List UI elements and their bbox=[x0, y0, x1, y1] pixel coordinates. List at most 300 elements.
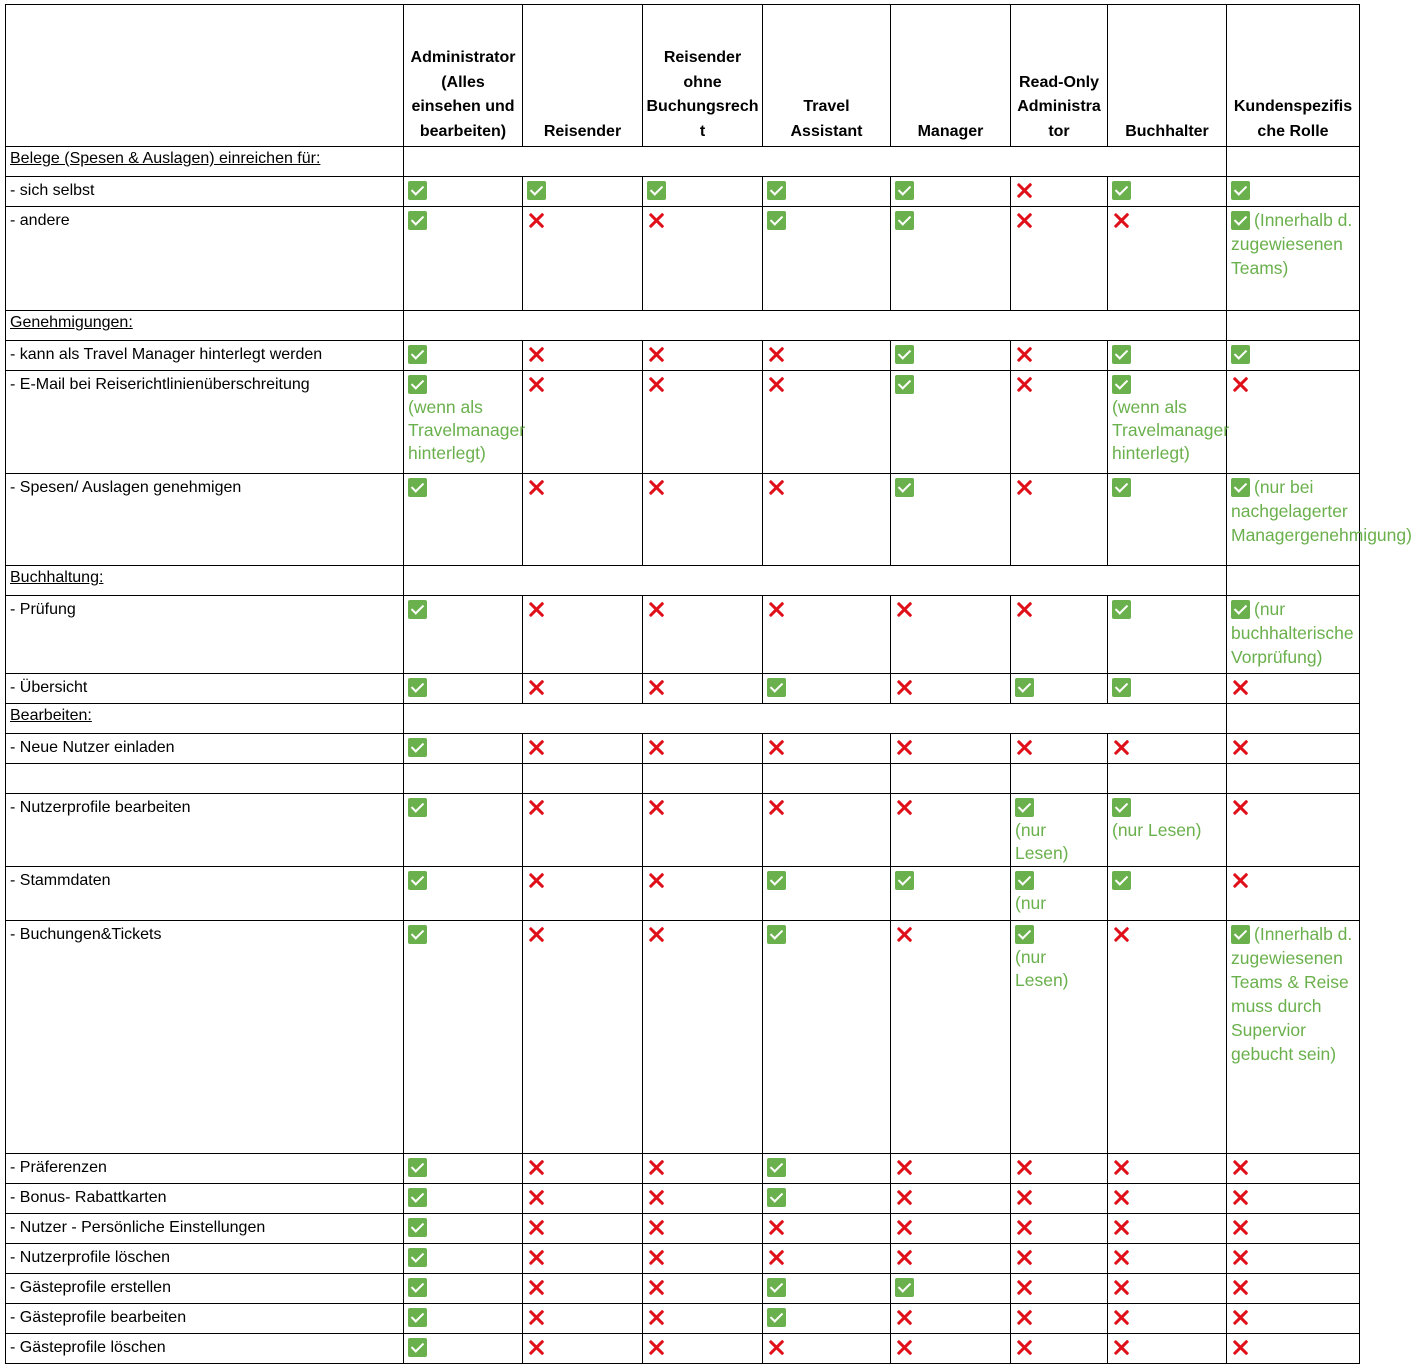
permission-cell bbox=[891, 921, 1011, 1154]
table-row bbox=[6, 794, 1360, 867]
section-spacer bbox=[1227, 704, 1360, 734]
permission-cell bbox=[404, 921, 523, 1154]
cross-icon bbox=[527, 211, 546, 230]
permission-cell bbox=[763, 371, 891, 474]
check-icon bbox=[408, 375, 427, 394]
cross-icon bbox=[1015, 1308, 1034, 1327]
cross-icon bbox=[647, 738, 666, 757]
permission-cell bbox=[891, 794, 1011, 867]
permission-note: (wenn als Travelmanager hinterlegt) bbox=[408, 397, 526, 463]
permission-cell bbox=[1227, 794, 1360, 867]
cross-icon bbox=[527, 738, 546, 757]
table-row bbox=[6, 867, 1360, 921]
cross-icon bbox=[895, 1188, 914, 1207]
permission-cell bbox=[763, 921, 891, 1154]
permission-cell bbox=[523, 921, 643, 1154]
cross-icon bbox=[1015, 600, 1034, 619]
cross-icon bbox=[1112, 1338, 1131, 1357]
permission-cell bbox=[404, 1304, 523, 1334]
check-icon bbox=[895, 871, 914, 890]
permission-cell bbox=[1011, 474, 1108, 566]
permission-cell bbox=[1108, 474, 1227, 566]
cross-icon bbox=[647, 1308, 666, 1327]
cross-icon bbox=[895, 1218, 914, 1237]
check-icon bbox=[895, 1278, 914, 1297]
check-icon bbox=[767, 678, 786, 697]
permission-cell bbox=[404, 371, 526, 474]
empty-cell bbox=[643, 764, 763, 794]
cross-icon bbox=[1015, 345, 1034, 364]
permission-cell bbox=[1011, 1304, 1108, 1334]
cross-icon bbox=[527, 375, 546, 394]
permission-cell bbox=[1108, 734, 1227, 764]
check-icon bbox=[895, 345, 914, 364]
cross-icon bbox=[647, 1338, 666, 1357]
cross-icon bbox=[1015, 738, 1034, 757]
permission-cell bbox=[523, 1334, 643, 1364]
empty-cell bbox=[1108, 764, 1227, 794]
row-label: - Gästeprofile bearbeiten bbox=[6, 1304, 404, 1334]
permission-cell bbox=[1227, 1244, 1360, 1274]
permission-cell bbox=[523, 1244, 643, 1274]
cross-icon bbox=[767, 1218, 786, 1237]
check-icon bbox=[408, 871, 427, 890]
permission-cell bbox=[404, 734, 523, 764]
cross-icon bbox=[895, 1308, 914, 1327]
permission-cell bbox=[1011, 1154, 1108, 1184]
column-header: Reisender bbox=[523, 5, 643, 147]
permission-cell bbox=[1227, 341, 1360, 371]
cross-icon bbox=[895, 925, 914, 944]
permission-cell bbox=[523, 674, 643, 704]
cross-icon bbox=[1112, 738, 1131, 757]
permission-note: (nur bei nachgelagerter Managergenehmigung) bbox=[1231, 477, 1412, 545]
permission-cell bbox=[1108, 1304, 1227, 1334]
check-icon bbox=[408, 1158, 427, 1177]
permission-cell bbox=[763, 177, 891, 207]
cross-icon bbox=[1231, 1308, 1250, 1327]
header-row bbox=[6, 5, 1360, 147]
cross-icon bbox=[1231, 1158, 1250, 1177]
cross-icon bbox=[1015, 1158, 1034, 1177]
section-title: Belege (Spesen & Auslagen) einreichen für: bbox=[6, 147, 404, 177]
header-corner bbox=[6, 5, 404, 147]
row-label: - Spesen/ Auslagen genehmigen bbox=[6, 474, 404, 566]
check-icon bbox=[767, 1158, 786, 1177]
cross-icon bbox=[647, 211, 666, 230]
row-label: - Neue Nutzer einladen bbox=[6, 734, 404, 764]
row-label: - E-Mail bei Reiserichtlinienüberschreitung bbox=[6, 371, 404, 474]
cross-icon bbox=[527, 798, 546, 817]
permission-cell bbox=[1108, 794, 1227, 867]
cross-icon bbox=[1112, 1278, 1131, 1297]
table-row bbox=[6, 921, 1360, 1154]
cross-icon bbox=[1015, 1338, 1034, 1357]
cross-icon bbox=[647, 1278, 666, 1297]
row-label: - sich selbst bbox=[6, 177, 404, 207]
permission-cell bbox=[763, 1214, 891, 1244]
permission-cell bbox=[523, 1304, 643, 1334]
check-icon bbox=[408, 478, 427, 497]
permission-cell bbox=[523, 177, 643, 207]
permission-cell bbox=[1227, 1184, 1360, 1214]
check-icon bbox=[767, 925, 786, 944]
check-icon bbox=[408, 738, 427, 757]
cross-icon bbox=[767, 798, 786, 817]
permission-cell bbox=[643, 207, 763, 311]
permission-cell bbox=[763, 1244, 891, 1274]
permission-cell bbox=[1108, 1334, 1227, 1364]
check-icon bbox=[1231, 600, 1250, 619]
check-icon bbox=[408, 798, 427, 817]
permission-note: (Innerhalb d. zugewiesenen Teams & Reise muss durch Supervior gebucht sein) bbox=[1231, 924, 1353, 1064]
cross-icon bbox=[527, 678, 546, 697]
permission-cell bbox=[523, 1154, 643, 1184]
permission-cell bbox=[643, 474, 763, 566]
cross-icon bbox=[895, 1248, 914, 1267]
permission-cell bbox=[523, 1184, 643, 1214]
section-row bbox=[6, 566, 1360, 596]
check-icon bbox=[1015, 871, 1034, 890]
check-icon bbox=[1112, 345, 1131, 364]
permission-cell bbox=[523, 734, 643, 764]
permission-cell bbox=[891, 177, 1011, 207]
check-icon bbox=[1112, 600, 1131, 619]
permission-cell bbox=[1227, 867, 1360, 921]
cross-icon bbox=[647, 345, 666, 364]
permission-cell bbox=[1227, 371, 1360, 474]
cross-icon bbox=[767, 738, 786, 757]
check-icon bbox=[767, 871, 786, 890]
permission-cell bbox=[763, 1184, 891, 1214]
row-label: - Gästeprofile löschen bbox=[6, 1334, 404, 1364]
permission-cell bbox=[404, 177, 523, 207]
permission-cell bbox=[643, 177, 763, 207]
section-spacer bbox=[1227, 566, 1360, 596]
cross-icon bbox=[895, 1338, 914, 1357]
cross-icon bbox=[647, 375, 666, 394]
check-icon bbox=[1112, 478, 1131, 497]
cross-icon bbox=[767, 1338, 786, 1357]
permission-cell bbox=[1011, 1274, 1108, 1304]
permission-cell bbox=[1227, 674, 1360, 704]
cross-icon bbox=[1112, 1308, 1131, 1327]
check-icon bbox=[895, 181, 914, 200]
permission-cell bbox=[643, 674, 763, 704]
cross-icon bbox=[647, 871, 666, 890]
cross-icon bbox=[1231, 738, 1250, 757]
row-label: - Prüfung bbox=[6, 596, 404, 674]
column-header: Buchhalter bbox=[1108, 5, 1227, 147]
permission-cell bbox=[523, 794, 643, 867]
permission-cell bbox=[643, 1244, 763, 1274]
cross-icon bbox=[1112, 1158, 1131, 1177]
cross-icon bbox=[1231, 375, 1250, 394]
cross-icon bbox=[1015, 1188, 1034, 1207]
permission-cell bbox=[404, 794, 523, 867]
permission-cell bbox=[523, 596, 643, 674]
cross-icon bbox=[1112, 1218, 1131, 1237]
cross-icon bbox=[1231, 1248, 1250, 1267]
permission-cell bbox=[523, 867, 643, 921]
permission-cell bbox=[404, 474, 523, 566]
permission-cell bbox=[1108, 341, 1227, 371]
permission-cell bbox=[891, 674, 1011, 704]
check-icon bbox=[1015, 925, 1034, 944]
row-label: - Nutzerprofile löschen bbox=[6, 1244, 404, 1274]
check-icon bbox=[767, 181, 786, 200]
section-spacer bbox=[404, 147, 1227, 177]
cross-icon bbox=[527, 1338, 546, 1357]
permission-cell bbox=[643, 596, 763, 674]
empty-cell bbox=[891, 764, 1011, 794]
permission-cell bbox=[643, 921, 763, 1154]
table-row bbox=[6, 1244, 1360, 1274]
cross-icon bbox=[1015, 181, 1034, 200]
table-row bbox=[6, 207, 1360, 311]
cross-icon bbox=[1015, 375, 1034, 394]
permission-cell bbox=[891, 341, 1011, 371]
cross-icon bbox=[895, 738, 914, 757]
permission-cell bbox=[1227, 1154, 1360, 1184]
permission-cell bbox=[891, 596, 1011, 674]
permission-cell bbox=[891, 867, 1011, 921]
permission-cell bbox=[404, 207, 523, 311]
permission-cell bbox=[1108, 207, 1227, 311]
permission-cell bbox=[1011, 734, 1108, 764]
check-icon bbox=[767, 1308, 786, 1327]
permission-cell bbox=[643, 1274, 763, 1304]
permission-cell bbox=[891, 1214, 1011, 1244]
empty-row bbox=[6, 764, 1360, 794]
cross-icon bbox=[1015, 1248, 1034, 1267]
table-row bbox=[6, 371, 1360, 474]
permission-cell bbox=[1227, 1304, 1360, 1334]
cross-icon bbox=[1015, 1218, 1034, 1237]
permission-cell bbox=[891, 1244, 1011, 1274]
permission-cell bbox=[643, 867, 763, 921]
permissions-table bbox=[5, 4, 1412, 1364]
section-title: Genehmigungen: bbox=[6, 311, 404, 341]
cross-icon bbox=[647, 1188, 666, 1207]
permission-note: (nur Lesen) bbox=[1112, 820, 1202, 840]
permission-cell bbox=[1227, 734, 1360, 764]
column-header: Administrator (Alles einsehen und bearbeiten) bbox=[404, 5, 523, 147]
cross-icon bbox=[527, 1158, 546, 1177]
check-icon bbox=[408, 1308, 427, 1327]
table-row bbox=[6, 1334, 1360, 1364]
permission-cell bbox=[1108, 921, 1227, 1154]
table-row bbox=[6, 1214, 1360, 1244]
row-label: - kann als Travel Manager hinterlegt werden bbox=[6, 341, 404, 371]
permission-cell bbox=[763, 596, 891, 674]
check-icon bbox=[1112, 181, 1131, 200]
cross-icon bbox=[527, 600, 546, 619]
permission-cell bbox=[763, 1274, 891, 1304]
cross-icon bbox=[527, 1188, 546, 1207]
cross-icon bbox=[1231, 798, 1250, 817]
check-icon bbox=[1112, 375, 1131, 394]
permission-cell bbox=[1011, 674, 1108, 704]
permission-cell bbox=[763, 734, 891, 764]
row-label: - Nutzerprofile bearbeiten bbox=[6, 794, 404, 867]
check-icon bbox=[1112, 798, 1131, 817]
permission-cell bbox=[404, 1214, 523, 1244]
check-icon bbox=[1231, 925, 1250, 944]
cross-icon bbox=[527, 1308, 546, 1327]
cross-icon bbox=[647, 600, 666, 619]
permission-cell bbox=[404, 1334, 523, 1364]
permission-cell bbox=[1227, 1214, 1360, 1244]
check-icon bbox=[527, 181, 546, 200]
permission-cell bbox=[1227, 1334, 1360, 1364]
permission-cell bbox=[763, 794, 891, 867]
check-icon bbox=[408, 1338, 427, 1357]
cross-icon bbox=[647, 798, 666, 817]
permission-cell bbox=[1108, 674, 1227, 704]
permission-cell bbox=[891, 1274, 1011, 1304]
cross-icon bbox=[767, 1248, 786, 1267]
permission-cell bbox=[763, 674, 891, 704]
section-spacer bbox=[1227, 311, 1360, 341]
cross-icon bbox=[895, 798, 914, 817]
permission-cell bbox=[1011, 341, 1108, 371]
permission-cell bbox=[763, 1304, 891, 1334]
permission-cell bbox=[1011, 1244, 1108, 1274]
permission-cell bbox=[643, 341, 763, 371]
permission-cell bbox=[1108, 867, 1227, 921]
row-label: - andere bbox=[6, 207, 404, 311]
permission-cell bbox=[1108, 1274, 1227, 1304]
table-row bbox=[6, 474, 1360, 566]
permission-cell bbox=[1011, 867, 1108, 921]
row-label: - Bonus- Rabattkarten bbox=[6, 1184, 404, 1214]
check-icon bbox=[767, 211, 786, 230]
permission-cell bbox=[1011, 1184, 1108, 1214]
cross-icon bbox=[1231, 1338, 1250, 1357]
row-label: - Präferenzen bbox=[6, 1154, 404, 1184]
cross-icon bbox=[527, 1278, 546, 1297]
permission-cell bbox=[763, 207, 891, 311]
permission-cell bbox=[404, 1244, 523, 1274]
permission-cell bbox=[1227, 596, 1360, 674]
column-header: Manager bbox=[891, 5, 1011, 147]
permission-cell bbox=[1011, 794, 1108, 867]
cross-icon bbox=[647, 678, 666, 697]
check-icon bbox=[1231, 181, 1250, 200]
check-icon bbox=[408, 678, 427, 697]
empty-cell bbox=[523, 764, 643, 794]
permission-cell bbox=[404, 674, 523, 704]
column-header: Reisender ohne Buchungsrech t bbox=[643, 5, 763, 147]
permission-cell bbox=[891, 1304, 1011, 1334]
cross-icon bbox=[647, 1218, 666, 1237]
permission-cell bbox=[1227, 921, 1360, 1154]
permission-cell bbox=[523, 371, 643, 474]
permission-cell bbox=[1011, 371, 1108, 474]
permission-cell bbox=[404, 1274, 523, 1304]
check-icon bbox=[408, 181, 427, 200]
check-icon bbox=[895, 478, 914, 497]
permission-cell bbox=[1108, 1184, 1227, 1214]
permission-cell bbox=[523, 1214, 643, 1244]
cross-icon bbox=[647, 925, 666, 944]
permission-note: (nur Lesen) bbox=[1015, 947, 1069, 990]
permission-cell bbox=[523, 1274, 643, 1304]
permission-cell bbox=[643, 794, 763, 867]
permission-cell bbox=[763, 341, 891, 371]
cross-icon bbox=[767, 478, 786, 497]
permission-cell bbox=[643, 1304, 763, 1334]
permission-cell bbox=[891, 207, 1011, 311]
check-icon bbox=[408, 1278, 427, 1297]
check-icon bbox=[408, 211, 427, 230]
cross-icon bbox=[1015, 1278, 1034, 1297]
permission-cell bbox=[1227, 207, 1360, 311]
check-icon bbox=[767, 1278, 786, 1297]
cross-icon bbox=[895, 678, 914, 697]
row-label: - Gästeprofile erstellen bbox=[6, 1274, 404, 1304]
permission-cell bbox=[763, 474, 891, 566]
cross-icon bbox=[527, 925, 546, 944]
section-title: Bearbeiten: bbox=[6, 704, 404, 734]
section-spacer bbox=[404, 566, 1227, 596]
cross-icon bbox=[1112, 1188, 1131, 1207]
permission-cell bbox=[404, 1154, 523, 1184]
cross-icon bbox=[767, 600, 786, 619]
cross-icon bbox=[647, 478, 666, 497]
cross-icon bbox=[527, 345, 546, 364]
check-icon bbox=[408, 925, 427, 944]
column-header: Travel Assistant bbox=[763, 5, 891, 147]
section-spacer bbox=[1227, 147, 1360, 177]
permission-cell bbox=[643, 1154, 763, 1184]
cross-icon bbox=[1112, 1248, 1131, 1267]
table-row bbox=[6, 1274, 1360, 1304]
empty-cell bbox=[404, 764, 523, 794]
permission-cell bbox=[643, 734, 763, 764]
empty-cell bbox=[1011, 764, 1108, 794]
table-row bbox=[6, 341, 1360, 371]
check-icon bbox=[1231, 211, 1250, 230]
check-icon bbox=[1231, 345, 1250, 364]
permission-cell bbox=[1011, 921, 1108, 1154]
table-row bbox=[6, 674, 1360, 704]
check-icon bbox=[1015, 678, 1034, 697]
row-label: - Nutzer - Persönliche Einstellungen bbox=[6, 1214, 404, 1244]
permission-cell bbox=[404, 867, 523, 921]
permission-cell bbox=[643, 1334, 763, 1364]
cross-icon bbox=[1112, 925, 1131, 944]
permission-cell bbox=[1108, 177, 1227, 207]
check-icon bbox=[1112, 678, 1131, 697]
permission-cell bbox=[1011, 1334, 1108, 1364]
permission-note: (nur buchhalterische Vorprüfung) bbox=[1231, 599, 1354, 667]
table-row bbox=[6, 177, 1360, 207]
permission-cell bbox=[1108, 1154, 1227, 1184]
section-spacer bbox=[404, 311, 1227, 341]
cross-icon bbox=[1231, 1278, 1250, 1297]
permission-cell bbox=[1108, 596, 1227, 674]
permission-cell bbox=[763, 1154, 891, 1184]
permission-cell bbox=[891, 734, 1011, 764]
check-icon bbox=[408, 1188, 427, 1207]
permission-cell bbox=[523, 341, 643, 371]
section-row bbox=[6, 147, 1360, 177]
check-icon bbox=[1231, 478, 1250, 497]
permission-cell bbox=[643, 1214, 763, 1244]
permission-cell bbox=[404, 596, 523, 674]
